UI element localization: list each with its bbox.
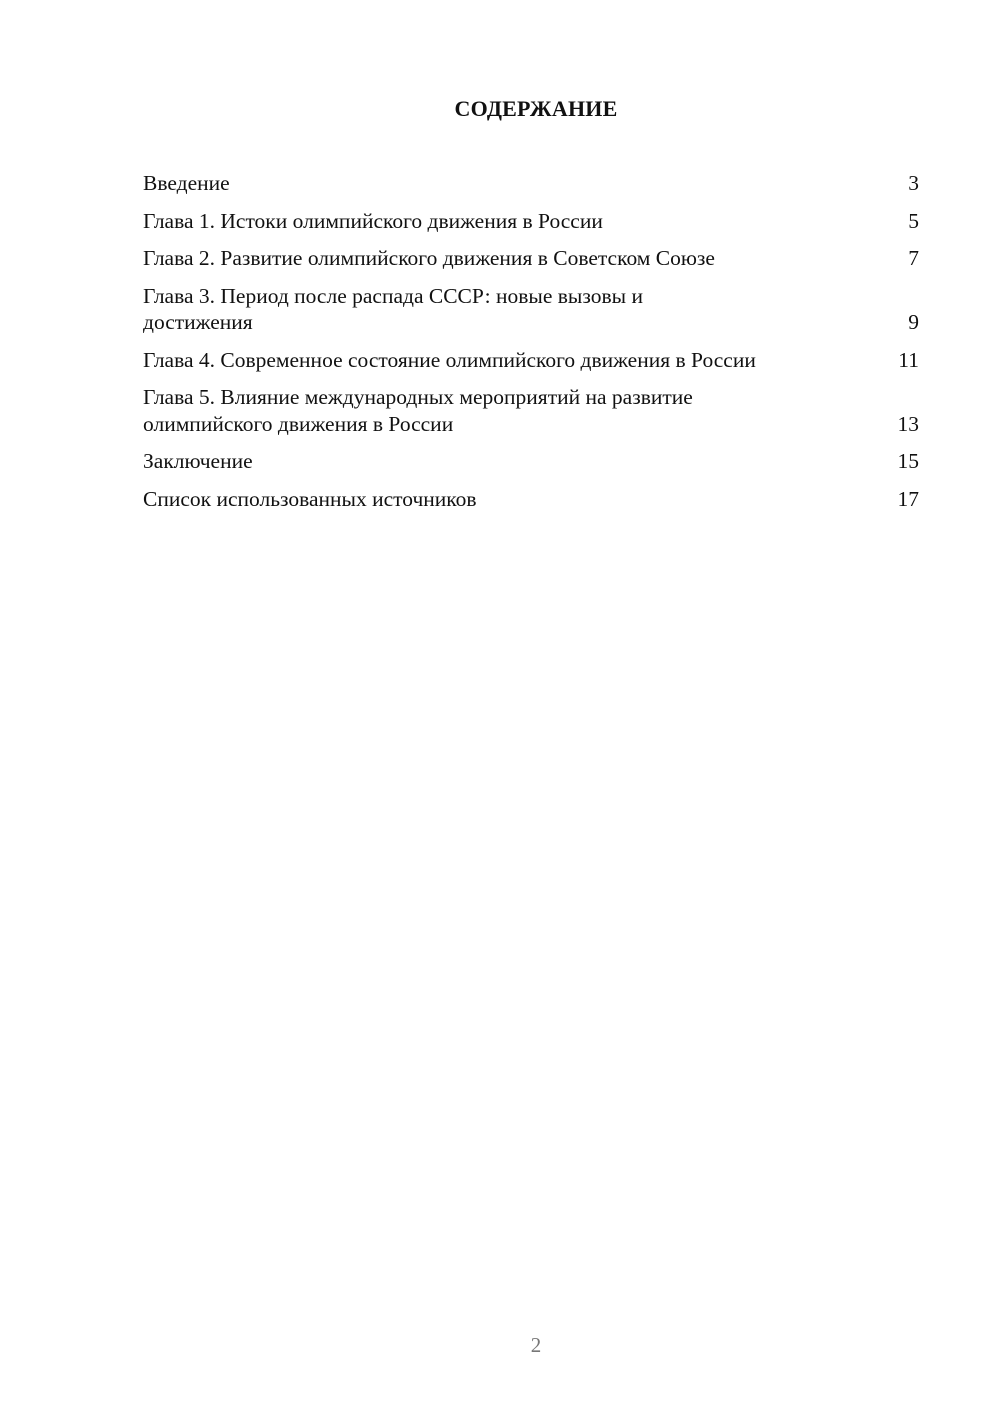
toc-entry [143,245,919,272]
page-title: СОДЕРЖАНИЕ [454,96,618,121]
toc-entry-page: 13 [897,411,919,436]
toc-entry [143,170,919,197]
toc-entry-title: Заключение [143,449,253,473]
toc-entry-page: 5 [908,208,919,233]
toc-entry-page: 9 [908,310,919,334]
page-number: 2 [530,1333,542,1357]
toc-entry [143,283,919,336]
toc-entry-title: Глава 4. Современное состояние олимпийского движения в России [143,347,756,372]
toc-entry-page: 11 [898,347,919,372]
toc-entry-page: 3 [908,171,919,195]
toc-entry-page: 15 [897,449,919,473]
toc-entry-title: Введение [143,171,230,195]
toc-entry-title: Глава 2. Развитие олимпийского движения в Советском Союзе [143,246,715,270]
toc-entry [143,448,919,475]
toc-entry-title: Глава 3. Период после распада СССР: новые вызовы и достижения [143,283,643,334]
toc-entry-title: Глава 5. Влияние международных мероприятий на развитие олимпийского движения в России [143,385,693,436]
toc-entry-page: 7 [908,246,919,270]
toc-entry [143,384,919,437]
toc-entry-title: Список использованных источников [143,486,477,511]
toc-entry [143,347,919,374]
toc-entry [143,208,919,235]
toc-entry-page: 17 [897,486,919,511]
toc-entry-title: Глава 1. Истоки олимпийского движения в России [143,208,603,233]
table-of-contents [143,170,919,512]
toc-entry [143,486,919,513]
